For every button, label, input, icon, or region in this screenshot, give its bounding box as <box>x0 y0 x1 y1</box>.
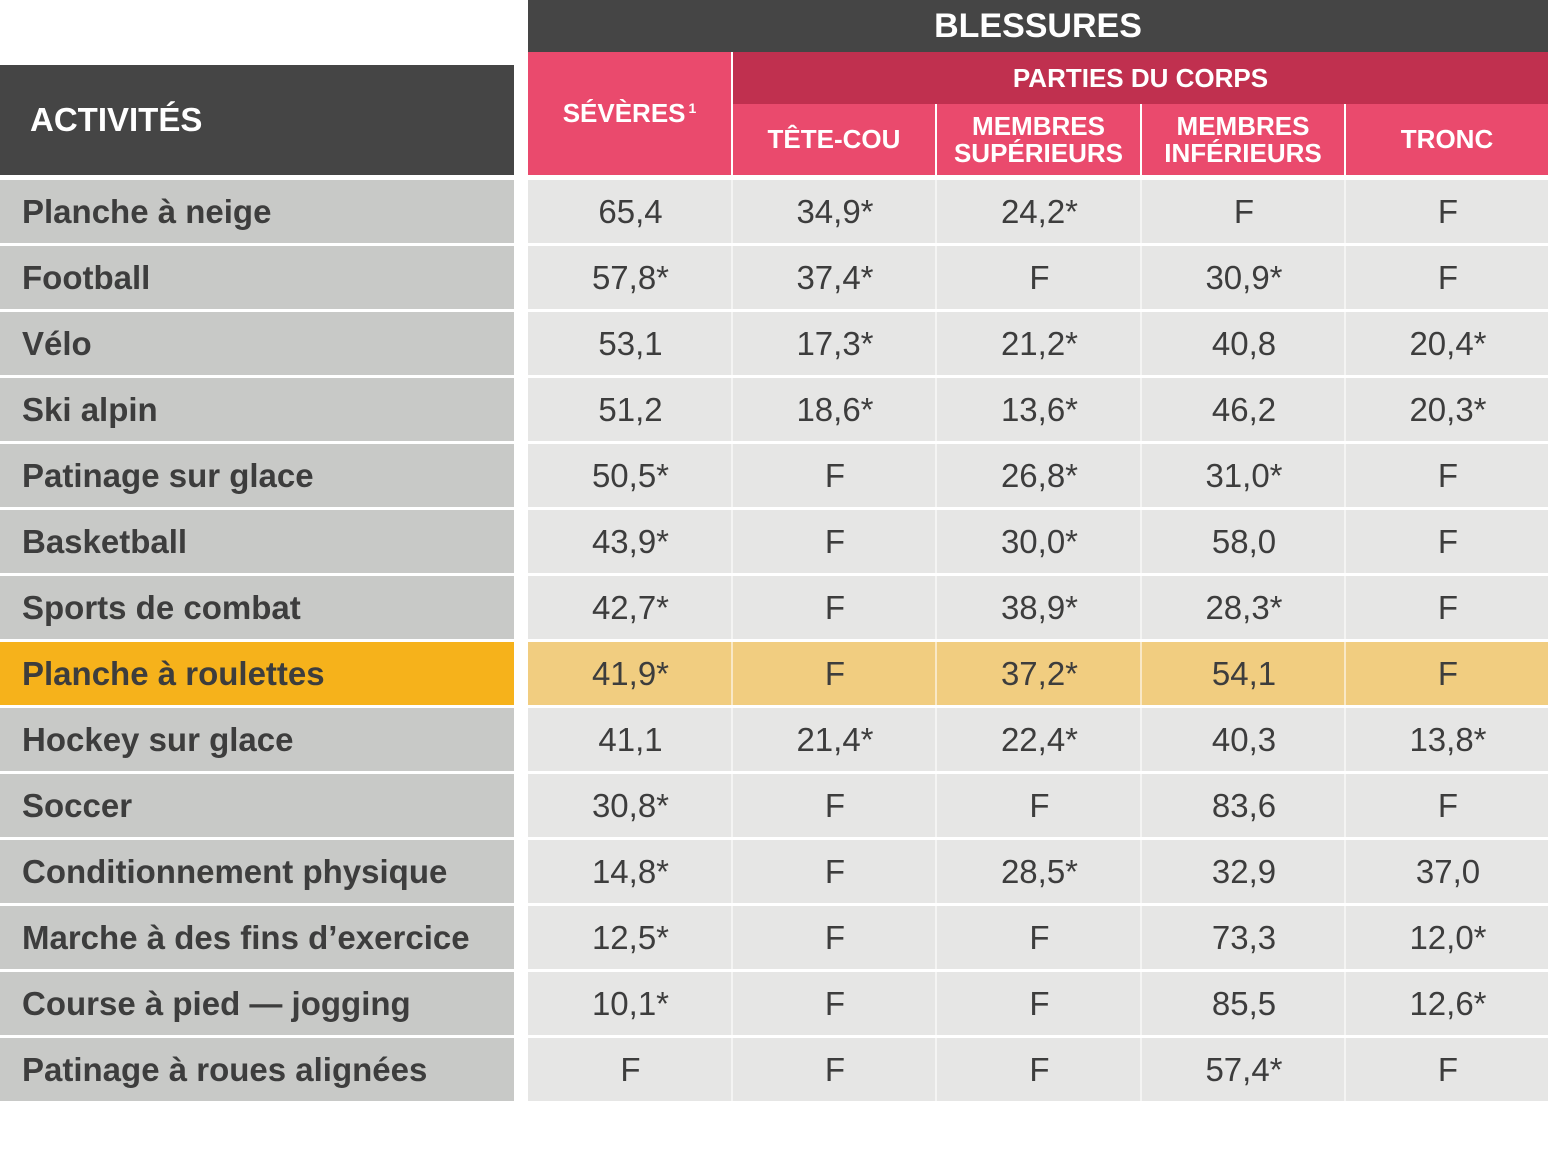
value-cell: 46,2 <box>1211 390 1277 428</box>
value-cell: F <box>1437 258 1459 296</box>
value-cell: F <box>824 456 846 494</box>
value-cell: F <box>620 1050 641 1088</box>
column-header-line: TRONC <box>1400 124 1494 154</box>
activity-label: Conditionnement physique <box>0 840 514 903</box>
value-cell: 30,9* <box>1205 258 1283 296</box>
value-cell: 41,1 <box>598 720 663 758</box>
table-row <box>528 972 1548 1035</box>
activity-label: Football <box>0 246 514 309</box>
activites-header: ACTIVITÉS <box>0 65 514 175</box>
value-cell: 12,5* <box>591 918 670 956</box>
activity-label: Course à pied — jogging <box>0 972 514 1035</box>
value-cell: 10,1* <box>591 984 670 1022</box>
table-row <box>528 378 1548 441</box>
table-row <box>528 642 1548 705</box>
value-cell: 28,3* <box>1205 588 1283 626</box>
value-cell: F <box>824 918 846 956</box>
activity-label: Marche à des fins d’exercice <box>0 906 514 969</box>
activity-label: Ski alpin <box>0 378 514 441</box>
value-cell: 43,9* <box>591 522 670 560</box>
column-header-line: TÊTE-COU <box>767 124 901 154</box>
column-header-line: MEMBRES <box>972 110 1105 141</box>
column-header-line: SUPÉRIEURS <box>953 137 1124 168</box>
value-cell: 40,8 <box>1211 324 1277 362</box>
blessures-header: BLESSURES <box>528 0 1548 52</box>
value-cell: F <box>824 1050 846 1088</box>
column-divider <box>935 104 937 1101</box>
value-cell: 57,8* <box>591 258 670 296</box>
table-row <box>528 510 1548 573</box>
value-cell: 30,0* <box>1000 522 1079 560</box>
value-cell: 17,3* <box>796 324 874 362</box>
table-row <box>528 906 1548 969</box>
column-header-line: INFÉRIEURS <box>1164 137 1322 168</box>
column-header-line: MEMBRES <box>1176 110 1310 141</box>
column-header-membres-superieurs <box>937 104 1140 175</box>
value-cell: 30,8* <box>591 786 670 824</box>
value-cell: 31,0* <box>1205 456 1283 494</box>
value-cell: 28,5* <box>1000 852 1079 890</box>
value-cell: F <box>824 654 846 692</box>
column-header-tete-cou <box>733 104 935 175</box>
value-cell: F <box>824 588 846 626</box>
activity-label: Hockey sur glace <box>0 708 514 771</box>
value-cell: 37,4* <box>796 258 874 296</box>
value-cell: 22,4* <box>1000 720 1079 758</box>
table-row <box>528 708 1548 771</box>
value-cell: F <box>1437 192 1459 230</box>
parties-du-corps-header: PARTIES DU CORPS <box>733 52 1548 104</box>
value-cell: 24,2* <box>1000 192 1079 230</box>
value-cell: F <box>824 786 846 824</box>
value-cell: 83,6 <box>1211 786 1277 824</box>
value-cell: F <box>1437 654 1459 692</box>
activity-label: Basketball <box>0 510 514 573</box>
severes-footnote: 1 <box>688 99 697 116</box>
value-cell: 65,4 <box>598 192 663 230</box>
value-cell: 20,3* <box>1409 390 1487 428</box>
column-divider <box>731 52 733 1101</box>
value-cell: 37,0 <box>1415 852 1481 890</box>
value-cell: F <box>1029 786 1050 824</box>
value-cell: F <box>1029 1050 1050 1088</box>
value-cell: 42,7* <box>591 588 670 626</box>
table-row <box>528 246 1548 309</box>
value-cell: F <box>1437 786 1459 824</box>
activity-label: Patinage sur glace <box>0 444 514 507</box>
value-cell: 40,3 <box>1211 720 1277 758</box>
value-cell: 57,4* <box>1205 1050 1283 1088</box>
value-cell: F <box>1437 588 1459 626</box>
column-divider <box>1344 104 1346 1101</box>
value-cell: 50,5* <box>591 456 670 494</box>
value-cell: 21,2* <box>1000 324 1079 362</box>
value-cell: 26,8* <box>1000 456 1079 494</box>
value-cell: 12,6* <box>1409 984 1487 1022</box>
activity-label: Soccer <box>0 774 514 837</box>
value-cell: 37,2* <box>1000 654 1079 692</box>
table-row <box>528 444 1548 507</box>
severes-header <box>528 52 731 175</box>
value-cell: F <box>1437 1050 1459 1088</box>
table-row <box>528 180 1548 243</box>
table-row <box>528 576 1548 639</box>
column-header-tronc <box>1346 104 1548 175</box>
table-row <box>528 774 1548 837</box>
value-cell: F <box>1029 984 1050 1022</box>
value-cell: 13,8* <box>1409 720 1487 758</box>
severes-label: SÉVÈRES <box>562 98 686 128</box>
column-divider <box>1140 104 1142 1101</box>
value-cell: 73,3 <box>1211 918 1277 956</box>
value-cell: 51,2 <box>598 390 663 428</box>
activity-label: Vélo <box>0 312 514 375</box>
value-cell: F <box>1233 192 1255 230</box>
value-cell: 13,6* <box>1000 390 1079 428</box>
value-cell: 85,5 <box>1211 984 1277 1022</box>
value-cell: F <box>1029 918 1050 956</box>
value-cell: 53,1 <box>598 324 663 362</box>
value-cell: 18,6* <box>796 390 874 428</box>
table-row <box>528 840 1548 903</box>
activity-label: Planche à roulettes <box>0 642 514 705</box>
value-cell: 32,9 <box>1211 852 1277 890</box>
table-row <box>528 312 1548 375</box>
value-cell: F <box>824 522 846 560</box>
value-cell: 21,4* <box>796 720 874 758</box>
value-cell: 58,0 <box>1211 522 1277 560</box>
value-cell: 34,9* <box>796 192 874 230</box>
value-cell: F <box>1437 522 1459 560</box>
value-cell: 54,1 <box>1211 654 1277 692</box>
activity-label: Patinage à roues alignées <box>0 1038 514 1101</box>
value-cell: 12,0* <box>1409 918 1487 956</box>
value-cell: F <box>824 852 846 890</box>
value-cell: 20,4* <box>1409 324 1487 362</box>
value-cell: 14,8* <box>591 852 670 890</box>
activity-label: Planche à neige <box>0 180 514 243</box>
table-row <box>528 1038 1548 1101</box>
value-cell: 38,9* <box>1000 588 1079 626</box>
value-cell: F <box>824 984 846 1022</box>
value-cell: F <box>1437 456 1459 494</box>
column-header-membres-inferieurs <box>1142 104 1344 175</box>
value-cell: F <box>1029 258 1050 296</box>
activity-label: Sports de combat <box>0 576 514 639</box>
value-cell: 41,9* <box>591 654 670 692</box>
